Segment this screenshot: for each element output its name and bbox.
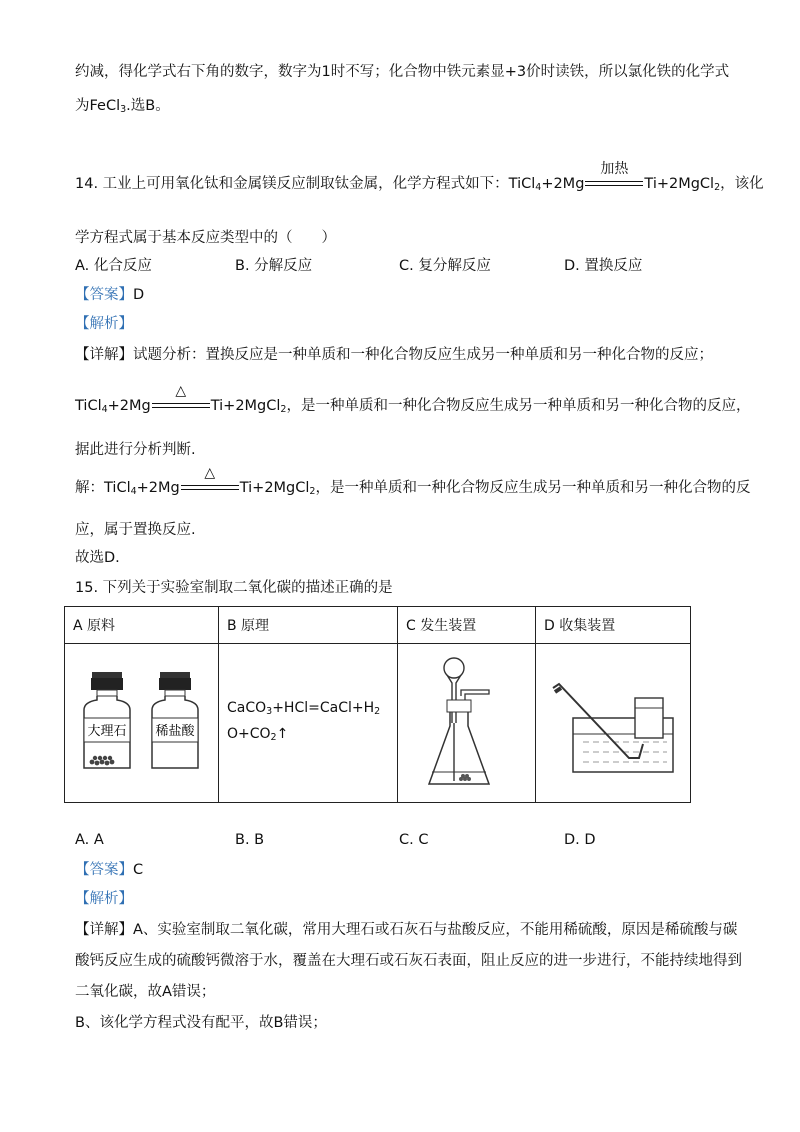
q14-option-d[interactable]: D. 置换反应 [564, 258, 643, 274]
question-14-stem-line2: 学方程式属于基本反应类型中的（ ） [75, 230, 336, 246]
q14-equation-line-1: TiCl$_4$+2Mg △ Ti+2MgCl$_2$，是一种单质和一种化合物反应生成另一种单质和另一种化合物的反应， [75, 383, 751, 415]
table-header-c: C 发生装置 [398, 607, 536, 644]
text-line: 约减，得化学式右下角的数字，数字为1时不写；化合物中铁元素显+3价时读铁，所以氯化铁的化学式 [75, 64, 730, 80]
q15-detail-line-2: 酸钙反应生成的硫酸钙微溶于水，覆盖在大理石或石灰石表面，阻止反应的进一步进行，不能持续地得到 [75, 953, 742, 969]
q14-analysis-tag: 【解析】 [75, 316, 133, 332]
q14-conclude: 应，属于置换反应. [75, 522, 196, 538]
reagent-bottles-figure [65, 644, 219, 803]
text-line: 为FeCl$_3$.选B。 [75, 98, 170, 115]
reaction-equation-cell: $CaCO_3+HCl=CaCl+H_2$ $O+CO_2↑$ [219, 644, 398, 803]
collection-apparatus-figure [536, 644, 691, 803]
question-14-stem: 14. 工业上可用氧化钛和金属镁反应制取钛金属，化学方程式如下：TiCl$_4$+2Mg 加热 Ti+2MgCl$_2$，该化 [75, 161, 764, 193]
q15-answer: 【答案】C [75, 862, 144, 878]
q14-judge: 据此进行分析判断. [75, 442, 196, 458]
generation-apparatus-figure [398, 644, 536, 803]
heat-condition-arrow: △ [152, 399, 210, 413]
q15-detail-line-3: 二氧化碳，故A错误； [75, 984, 216, 1000]
q15-detail-line-4: B、该化学方程式没有配平，故B错误； [75, 1015, 327, 1031]
question-15-stem: 15. 下列关于实验室制取二氧化碳的描述正确的是 [75, 580, 393, 596]
q14-option-b[interactable]: B. 分解反应 [235, 258, 313, 274]
q15-options-table [64, 606, 691, 803]
table-header-b: B 原理 [219, 607, 398, 644]
q14-option-c[interactable]: C. 复分解反应 [399, 258, 491, 274]
q14-equation-line-2: 解：TiCl$_4$+2Mg △ Ti+2MgCl$_2$，是一种单质和一种化合物反应生成另一种单质和另一种化合物的反 [75, 465, 751, 497]
table-header-a: A 原料 [65, 607, 219, 644]
q14-detail: 【详解】试题分析：置换反应是一种单质和一种化合物反应生成另一种单质和另一种化合物的反应； [75, 347, 713, 363]
reaction-condition-arrow: 加热 [585, 177, 643, 191]
q15-option-b[interactable]: B. B [235, 832, 265, 848]
heat-condition-arrow: △ [181, 481, 239, 495]
bottle-label-dilute-hcl: 稀盐酸 [154, 724, 195, 739]
bottle-label-marble: 大理石 [86, 724, 127, 739]
q15-option-c[interactable]: C. C [399, 832, 429, 848]
q14-choose: 故选D. [75, 550, 120, 566]
q15-analysis-tag: 【解析】 [75, 891, 133, 907]
q15-detail-line-1: 【详解】A、实验室制取二氧化碳，常用大理石或石灰石与盐酸反应，不能用稀硫酸，原因是稀硫酸与碳 [75, 922, 738, 938]
q15-option-a[interactable]: A. A [75, 832, 104, 848]
q15-option-d[interactable]: D. D [564, 832, 596, 848]
q14-answer: 【答案】D [75, 287, 145, 303]
q14-option-a[interactable]: A. 化合反应 [75, 258, 152, 274]
table-header-d: D 收集装置 [536, 607, 691, 644]
